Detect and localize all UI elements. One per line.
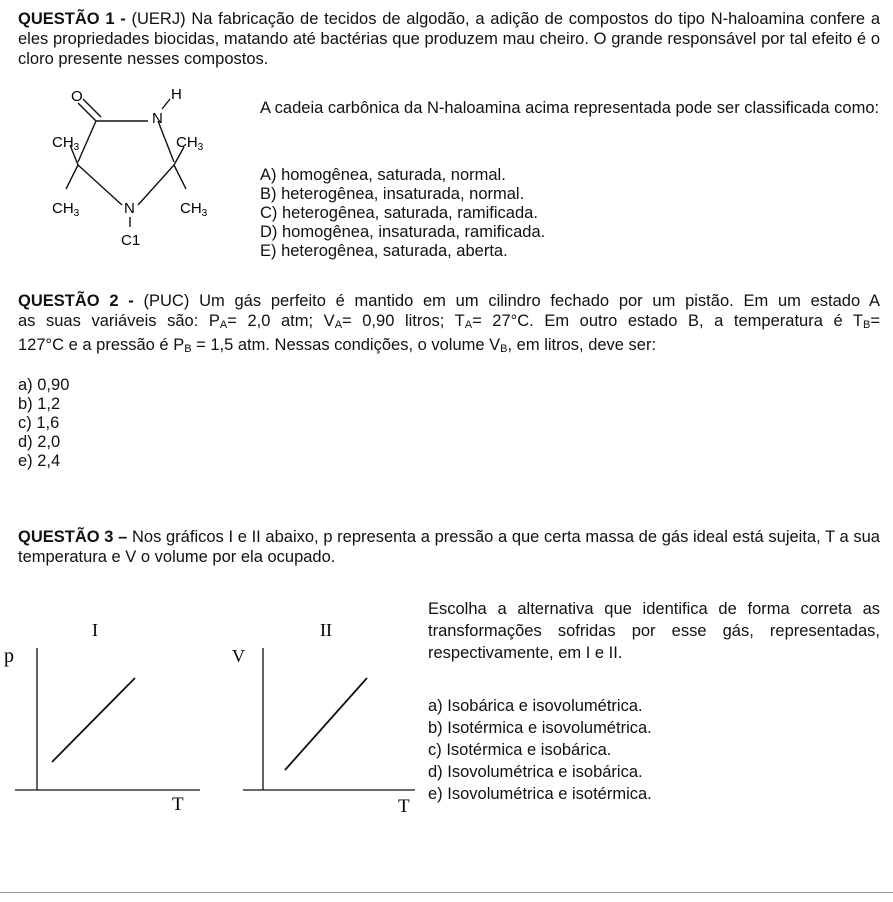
methyl-3: $CH_3$ <box>52 200 80 219</box>
graph-ii-title: II <box>320 620 332 640</box>
graph-i-xlabel: T <box>172 794 184 815</box>
bond-ch3-b <box>66 165 78 189</box>
graph-i-ylabel: p <box>4 645 14 667</box>
bond-n-c <box>158 121 174 162</box>
page-bottom-border <box>0 892 893 893</box>
q1-option-b[interactable]: B) heterogênea, insaturada, normal. <box>260 185 525 203</box>
atom-n-bottom: N <box>124 200 135 217</box>
q1-intro <box>18 9 880 69</box>
graph-i-title: I <box>92 620 98 640</box>
methyl-2: $CH_3$ <box>176 134 204 153</box>
atom-cl: C1 <box>121 232 141 249</box>
q2-line-3: 127°C e a pressão é $P_B = 1,5$ atm. Nessas condições, o volume $V_B$, em litros, deve ser: <box>18 336 657 355</box>
q3-option-e[interactable]: e) Isovolumétrica e isotérmica. <box>428 785 652 803</box>
methyl-1: $CH_3$ <box>52 134 80 153</box>
q2-heading: QUESTÃO 2 - <box>18 292 144 310</box>
q1-options <box>260 166 545 261</box>
q3-options <box>428 695 652 805</box>
bond-c-c <box>78 121 96 162</box>
q1-option-e[interactable]: E) heterogênea, saturada, aberta. <box>260 242 508 260</box>
q1-option-a[interactable]: A) homogênea, saturada, normal. <box>260 166 506 184</box>
graph-ii-xlabel: T <box>398 796 410 817</box>
graph-ii-line <box>285 678 367 770</box>
q2-option-c[interactable]: c) 1,6 <box>18 414 60 432</box>
q3-prompt: Escolha a alternativa que identifica de forma correta as transformações sofridas por esse gás, representadas, respectivamente, em I e II. <box>428 600 880 662</box>
graph-ii-ylabel: V <box>232 646 245 666</box>
q3-intro: QUESTÃO 3 – Nos gráficos I e II abaixo, p representa a pressão a que certa massa de gás ideal está sujeita, T a sua temperatura e V o volume por ela ocupado. <box>18 528 880 566</box>
q2-option-a[interactable]: a) 0,90 <box>18 376 70 394</box>
q2-option-d[interactable]: d) 2,0 <box>18 433 61 451</box>
q3-option-d[interactable]: d) Isovolumétrica e isobárica. <box>428 763 643 781</box>
q3-option-a[interactable]: a) Isobárica e isovolumétrica. <box>428 697 643 715</box>
q3-option-b[interactable]: b) Isotérmica e isovolumétrica. <box>428 719 652 737</box>
bond-c-n2 <box>78 165 122 205</box>
q3-heading: QUESTÃO 3 – <box>18 528 132 546</box>
graph-i-line <box>52 678 135 762</box>
q1-option-c[interactable]: C) heterogênea, saturada, ramificada. <box>260 204 538 222</box>
atom-n-top: N <box>152 110 163 127</box>
q1-option-d[interactable]: D) homogênea, insaturada, ramificada. <box>260 223 546 241</box>
q2-option-b[interactable]: b) 1,2 <box>18 395 61 413</box>
bond-co-2 <box>83 99 101 117</box>
graph-ii <box>215 610 420 825</box>
graph-i <box>0 610 215 825</box>
atom-h: H <box>171 86 182 103</box>
q3-option-c[interactable]: c) Isotérmica e isobárica. <box>428 741 612 759</box>
q2-option-e[interactable]: e) 2,4 <box>18 452 61 470</box>
q2-line-2: as suas variáveis são: $P_A= 2,0$ atm; $V_A= 0,90$ litros; $T_A= 27^\circ C$. Em outro estado B, a temperatura é $T_B=$ <box>18 312 880 331</box>
q1-prompt: A cadeia carbônica da N-haloamina acima representada pode ser classificada como: <box>260 99 880 117</box>
bond-n-h <box>162 99 170 109</box>
q1-heading: QUESTÃO 1 - <box>18 10 132 28</box>
bond-co-1 <box>78 103 96 121</box>
methyl-4: $CH_3$ <box>180 200 208 219</box>
q2-options <box>18 376 69 471</box>
bond-ch3-d <box>174 165 186 189</box>
q1-intro-text: (UERJ) Na fabricação de tecidos de algodão, a adição de compostos do tipo N-haloamina confere a eles propriedades biocidas, matando até bactérias que produzem mau cheiro. O grande responsável por tal efeito é o cloro presente nesses compostos. <box>18 10 880 68</box>
q2-text <box>18 291 880 359</box>
n-haloamine-structure <box>40 85 240 255</box>
bond-c-n3 <box>138 165 174 205</box>
atom-o: O <box>71 88 83 105</box>
q2-line-1: QUESTÃO 2 - (PUC) Um gás perfeito é mantido em um cilindro fechado por um pistão. Em um estado A <box>18 292 881 310</box>
